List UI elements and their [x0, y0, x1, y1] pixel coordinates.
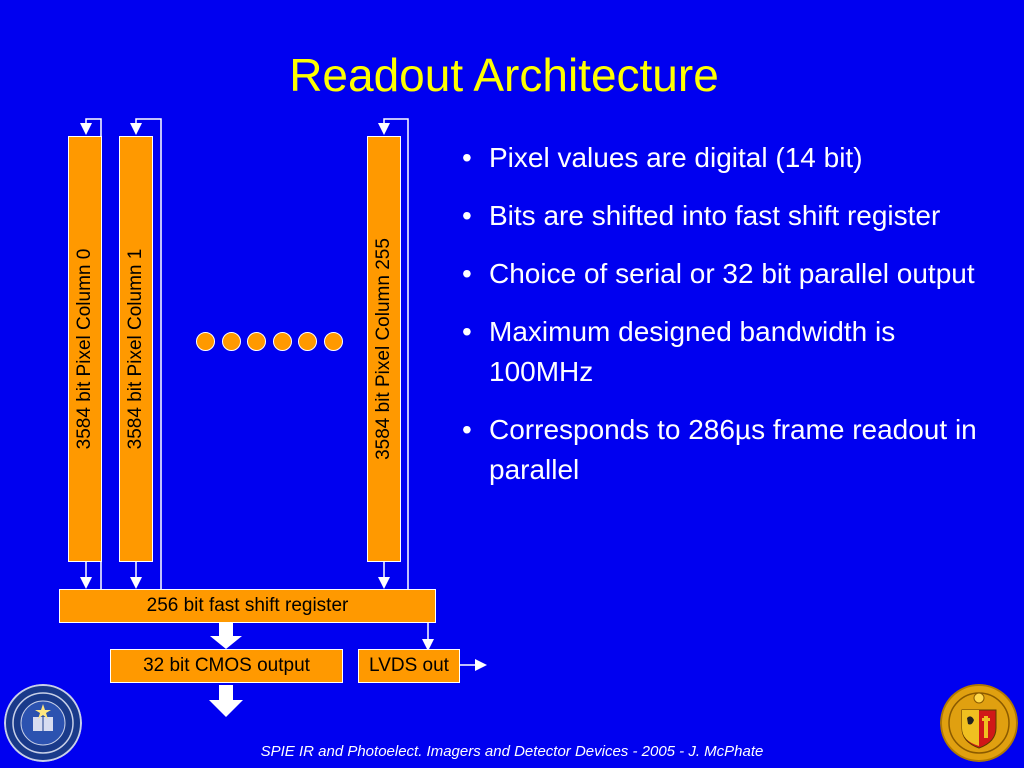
bullet-item: • Maximum designed bandwidth is 100MHz: [462, 312, 1002, 392]
lvds-output-label: LVDS out: [369, 655, 449, 676]
ellipsis-dot: [196, 332, 215, 351]
bullet-item: • Corresponds to 286µs frame readout in parallel: [462, 410, 1002, 490]
lvds-output-block: [358, 649, 460, 683]
cmos-feed-arrow: [210, 623, 242, 649]
shift-register-block: [59, 589, 436, 623]
cmos-output-label: 32 bit CMOS output: [143, 655, 310, 676]
slide-title: Readout Architecture: [289, 49, 719, 101]
pixel-column-255-label: 3584 bit Pixel Column 255: [373, 238, 394, 460]
ellipsis-dot: [273, 332, 292, 351]
bullet-item: • Pixel values are digital (14 bit): [462, 138, 1002, 178]
shift-register-label: 256 bit fast shift register: [146, 595, 349, 616]
cmos-out-arrow: [209, 685, 243, 717]
cmos-output-block: [110, 649, 343, 683]
ellipsis-dot: [222, 332, 241, 351]
ellipsis-dot: [324, 332, 343, 351]
pixel-column-0: [68, 136, 102, 562]
footer-credit: SPIE IR and Photoelect. Imagers and Detector Devices - 2005 - J. McPhate: [260, 743, 764, 760]
ellipsis-dot: [298, 332, 317, 351]
bullet-item: • Bits are shifted into fast shift register: [462, 196, 1002, 236]
ellipsis-dot: [247, 332, 266, 351]
pixel-column-255: [367, 136, 401, 562]
bullet-item: • Choice of serial or 32 bit parallel output: [462, 254, 1002, 294]
pixel-column-1: [119, 136, 153, 562]
pixel-column-0-label: 3584 bit Pixel Column 0: [74, 248, 95, 450]
pixel-column-1-label: 3584 bit Pixel Column 1: [125, 248, 146, 450]
